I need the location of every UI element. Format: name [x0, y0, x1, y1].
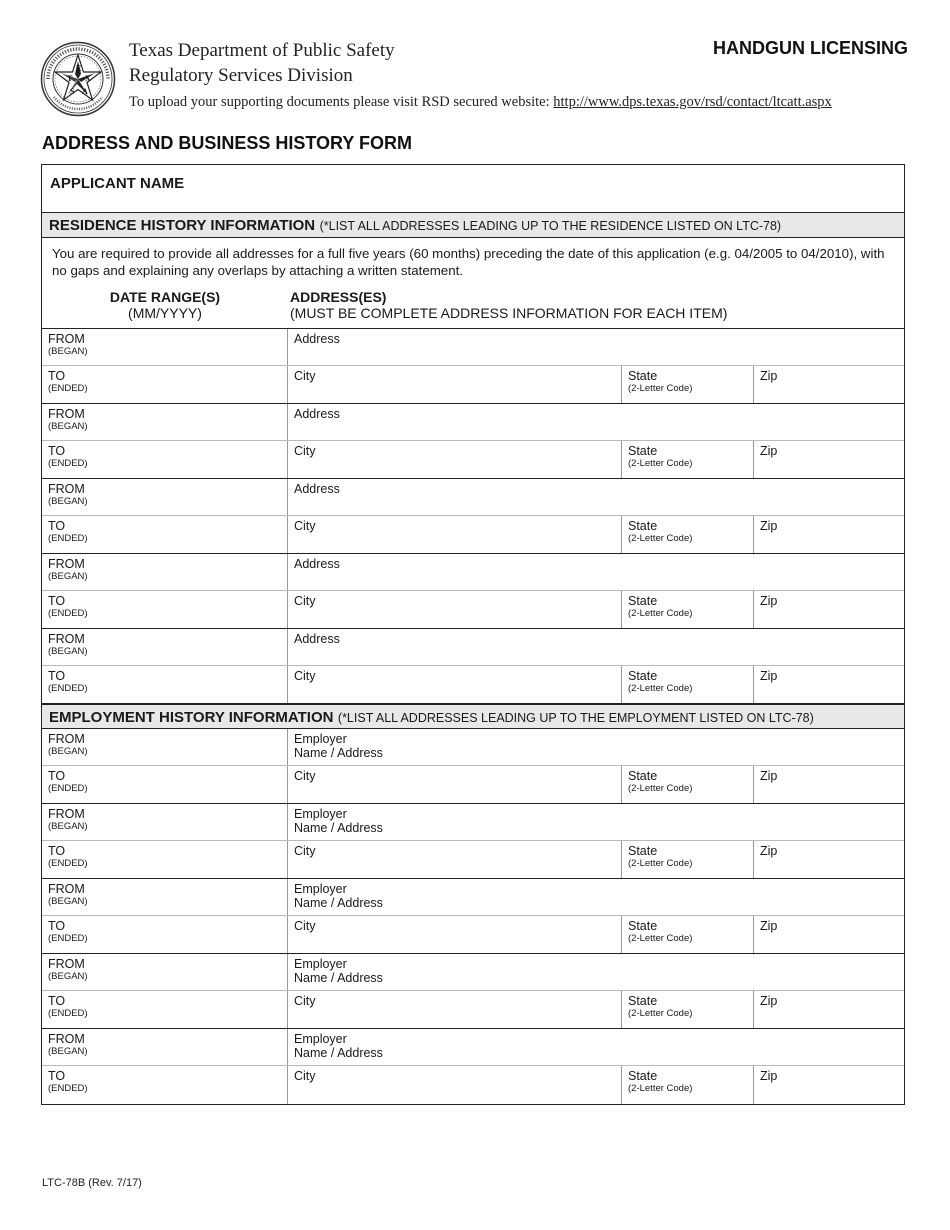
state-label: State [628, 444, 658, 458]
history-form [41, 164, 905, 1105]
applicant-name-field[interactable] [42, 165, 904, 213]
employment-entry-bottom-row [42, 916, 904, 954]
ended-label: (ENDED) [48, 1083, 88, 1094]
from-label: FROM [48, 807, 85, 821]
employment-entry-bottom-row [42, 991, 904, 1029]
from-date-field[interactable] [42, 729, 288, 765]
employment-entry-top-row [42, 879, 904, 916]
city-field[interactable] [288, 366, 622, 403]
from-date-field[interactable] [42, 954, 288, 990]
zip-label: Zip [760, 594, 778, 608]
employment-entry-top-row [42, 729, 904, 766]
svg-text:T: T [67, 74, 73, 83]
residence-entry-bottom-row [42, 666, 904, 704]
address-field[interactable] [288, 329, 904, 365]
state-field[interactable] [622, 516, 754, 553]
employer-label: Employer [294, 807, 347, 821]
state-field[interactable] [622, 841, 754, 878]
city-field[interactable] [288, 916, 622, 953]
zip-field[interactable] [754, 516, 904, 553]
address-field[interactable] [288, 404, 904, 440]
to-date-field[interactable] [42, 841, 288, 878]
state-field[interactable] [622, 366, 754, 403]
zip-field[interactable] [754, 916, 904, 953]
state-label: State [628, 994, 658, 1008]
city-label: City [294, 369, 316, 383]
svg-text:A: A [82, 87, 88, 96]
zip-label: Zip [760, 669, 778, 683]
city-field[interactable] [288, 516, 622, 553]
zip-label: Zip [760, 844, 778, 858]
city-field[interactable] [288, 666, 622, 703]
employer-field[interactable] [288, 804, 904, 840]
address-note: (MUST BE COMPLETE ADDRESS INFORMATION FOR EACH ITEM) [290, 305, 728, 321]
employer-field[interactable] [288, 879, 904, 915]
date-range-header [42, 280, 288, 328]
zip-field[interactable] [754, 441, 904, 478]
to-label: TO [48, 594, 66, 608]
zip-label: Zip [760, 519, 778, 533]
form-number: LTC-78B (Rev. 7/17) [42, 1177, 142, 1189]
city-field[interactable] [288, 441, 622, 478]
residence-entry-bottom-row [42, 366, 904, 404]
employment-entry-top-row [42, 954, 904, 991]
ended-label: (ENDED) [48, 383, 88, 394]
city-label: City [294, 919, 316, 933]
began-label: (BEGAN) [48, 746, 88, 757]
address-field[interactable] [288, 479, 904, 515]
address-title: ADDRESS(ES) [290, 289, 387, 305]
employment-entry [42, 954, 904, 1029]
from-label: FROM [48, 632, 85, 646]
address-header [288, 280, 727, 328]
city-label: City [294, 594, 316, 608]
ended-label: (ENDED) [48, 1008, 88, 1019]
state-code-hint: (2-Letter Code) [628, 533, 693, 544]
to-date-field[interactable] [42, 366, 288, 403]
residence-entry [42, 479, 904, 554]
from-label: FROM [48, 1032, 85, 1046]
city-label: City [294, 444, 316, 458]
address-field[interactable] [288, 629, 904, 665]
program-title: HANDGUN LICENSING [712, 38, 908, 58]
employer-name-address-label: Name / Address [294, 821, 383, 835]
to-date-field[interactable] [42, 441, 288, 478]
employment-entry-bottom-row [42, 841, 904, 879]
residence-heading: RESIDENCE HISTORY INFORMATION [49, 217, 316, 234]
employer-label: Employer [294, 957, 347, 971]
agency-line-1: Texas Department of Public Safety [129, 40, 395, 61]
state-code-hint: (2-Letter Code) [628, 783, 693, 794]
address-label: Address [294, 557, 340, 571]
applicant-name-label: APPLICANT NAME [50, 175, 185, 192]
upload-link[interactable]: http://www.dps.texas.gov/rsd/contact/ltcatt.aspx [553, 94, 832, 110]
to-date-field[interactable] [42, 591, 288, 628]
residence-note: (*LIST ALL ADDRESSES LEADING UP TO THE RESIDENCE LISTED ON LTC-78) [319, 219, 782, 233]
state-label: State [628, 844, 658, 858]
from-label: FROM [48, 332, 85, 346]
zip-label: Zip [760, 769, 778, 783]
residence-entry-top-row [42, 329, 904, 366]
address-field[interactable] [288, 554, 904, 590]
city-label: City [294, 994, 316, 1008]
residence-entry [42, 329, 904, 404]
state-code-hint: (2-Letter Code) [628, 683, 693, 694]
residence-entry-top-row [42, 404, 904, 441]
address-label: Address [294, 632, 340, 646]
city-field[interactable] [288, 766, 622, 803]
to-label: TO [48, 919, 66, 933]
state-code-hint: (2-Letter Code) [628, 458, 693, 469]
dps-seal-logo [40, 41, 116, 117]
to-label: TO [48, 1069, 66, 1083]
employer-name-address-label: Name / Address [294, 896, 383, 910]
began-label: (BEGAN) [48, 896, 88, 907]
residence-entry-top-row [42, 554, 904, 591]
city-field[interactable] [288, 841, 622, 878]
employment-entry [42, 804, 904, 879]
residence-entry [42, 554, 904, 629]
svg-text:E: E [76, 64, 82, 73]
form-title: ADDRESS AND BUSINESS HISTORY FORM [42, 133, 413, 153]
zip-label: Zip [760, 369, 778, 383]
from-date-field[interactable] [42, 629, 288, 665]
to-date-field[interactable] [42, 666, 288, 703]
employer-label: Employer [294, 1032, 347, 1046]
residence-entries [42, 329, 904, 704]
state-code-hint: (2-Letter Code) [628, 933, 693, 944]
residence-entry-bottom-row [42, 516, 904, 554]
svg-text:X: X [85, 74, 91, 83]
employment-entries [42, 729, 904, 1104]
city-label: City [294, 519, 316, 533]
from-label: FROM [48, 732, 85, 746]
zip-field[interactable] [754, 766, 904, 803]
address-label: Address [294, 482, 340, 496]
address-label: Address [294, 332, 340, 346]
svg-text:S: S [70, 87, 75, 96]
to-label: TO [48, 844, 66, 858]
ended-label: (ENDED) [48, 683, 88, 694]
to-date-field[interactable] [42, 516, 288, 553]
state-field[interactable] [622, 916, 754, 953]
began-label: (BEGAN) [48, 971, 88, 982]
employment-entry [42, 1029, 904, 1104]
to-date-field[interactable] [42, 766, 288, 803]
to-label: TO [48, 669, 66, 683]
state-field[interactable] [622, 991, 754, 1028]
employment-entry [42, 879, 904, 954]
ended-label: (ENDED) [48, 533, 88, 544]
state-label: State [628, 919, 658, 933]
from-date-field[interactable] [42, 1029, 288, 1065]
zip-field[interactable] [754, 366, 904, 403]
agency-name [129, 38, 395, 88]
state-code-hint: (2-Letter Code) [628, 1008, 693, 1019]
from-date-field[interactable] [42, 479, 288, 515]
employer-name-address-label: Name / Address [294, 1046, 383, 1060]
employment-heading: EMPLOYMENT HISTORY INFORMATION [49, 709, 334, 726]
city-label: City [294, 1069, 316, 1083]
ended-label: (ENDED) [48, 783, 88, 794]
employer-field[interactable] [288, 1029, 904, 1065]
employment-entry-bottom-row [42, 1066, 904, 1104]
began-label: (BEGAN) [48, 646, 88, 657]
state-field[interactable] [622, 766, 754, 803]
from-date-field[interactable] [42, 329, 288, 365]
began-label: (BEGAN) [48, 346, 88, 357]
state-label: State [628, 519, 658, 533]
from-label: FROM [48, 407, 85, 421]
zip-field[interactable] [754, 591, 904, 628]
address-label: Address [294, 407, 340, 421]
zip-field[interactable] [754, 666, 904, 703]
employment-entry-top-row [42, 1029, 904, 1066]
state-code-hint: (2-Letter Code) [628, 608, 693, 619]
city-field[interactable] [288, 591, 622, 628]
employer-field[interactable] [288, 729, 904, 765]
zip-label: Zip [760, 919, 778, 933]
employer-field[interactable] [288, 954, 904, 990]
from-label: FROM [48, 882, 85, 896]
city-label: City [294, 769, 316, 783]
state-field[interactable] [622, 441, 754, 478]
zip-label: Zip [760, 994, 778, 1008]
state-code-hint: (2-Letter Code) [628, 858, 693, 869]
began-label: (BEGAN) [48, 496, 88, 507]
state-label: State [628, 369, 658, 383]
residence-entry-top-row [42, 479, 904, 516]
to-date-field[interactable] [42, 916, 288, 953]
zip-label: Zip [760, 1069, 778, 1083]
from-date-field[interactable] [42, 554, 288, 590]
residence-section-header [42, 213, 904, 238]
residence-entry [42, 404, 904, 479]
city-label: City [294, 844, 316, 858]
to-label: TO [48, 369, 66, 383]
city-field[interactable] [288, 1066, 622, 1104]
residence-instructions: You are required to provide all addresses for a full five years (60 months) preceding the date of this application (e.g. 04/2005 to 04/2010), with no gaps and explaining any overlaps by attaching a written statement. [52, 246, 885, 278]
upload-text: To upload your supporting documents please visit RSD secured website: [129, 94, 550, 110]
city-label: City [294, 669, 316, 683]
to-date-field[interactable] [42, 1066, 288, 1104]
state-code-hint: (2-Letter Code) [628, 383, 693, 394]
state-field[interactable] [622, 591, 754, 628]
zip-field[interactable] [754, 991, 904, 1028]
from-date-field[interactable] [42, 404, 288, 440]
employer-name-address-label: Name / Address [294, 971, 383, 985]
date-range-format: (MM/YYYY) [128, 305, 202, 321]
city-field[interactable] [288, 991, 622, 1028]
employment-section-header [42, 704, 904, 729]
from-date-field[interactable] [42, 879, 288, 915]
employer-name-address-label: Name / Address [294, 746, 383, 760]
column-headers [42, 280, 904, 329]
began-label: (BEGAN) [48, 1046, 88, 1057]
residence-entry-bottom-row [42, 441, 904, 479]
employment-entry-top-row [42, 804, 904, 841]
to-date-field[interactable] [42, 991, 288, 1028]
state-code-hint: (2-Letter Code) [628, 1083, 693, 1094]
to-label: TO [48, 444, 66, 458]
zip-label: Zip [760, 444, 778, 458]
from-label: FROM [48, 482, 85, 496]
upload-instructions [129, 94, 832, 111]
ended-label: (ENDED) [48, 858, 88, 869]
state-field[interactable] [622, 666, 754, 703]
employment-note: (*LIST ALL ADDRESSES LEADING UP TO THE EMPLOYMENT LISTED ON LTC-78) [337, 711, 814, 725]
ended-label: (ENDED) [48, 458, 88, 469]
to-label: TO [48, 994, 66, 1008]
state-field[interactable] [622, 1066, 754, 1104]
date-range-title: DATE RANGE(S) [109, 289, 221, 305]
ended-label: (ENDED) [48, 608, 88, 619]
began-label: (BEGAN) [48, 571, 88, 582]
from-label: FROM [48, 957, 85, 971]
zip-field[interactable] [754, 841, 904, 878]
agency-line-2: Regulatory Services Division [129, 65, 353, 86]
began-label: (BEGAN) [48, 821, 88, 832]
state-label: State [628, 594, 658, 608]
residence-entry [42, 629, 904, 704]
from-label: FROM [48, 557, 85, 571]
residence-entry-top-row [42, 629, 904, 666]
employment-entry-bottom-row [42, 766, 904, 804]
from-date-field[interactable] [42, 804, 288, 840]
began-label: (BEGAN) [48, 421, 88, 432]
state-label: State [628, 669, 658, 683]
zip-field[interactable] [754, 1066, 904, 1104]
residence-entry-bottom-row [42, 591, 904, 629]
ended-label: (ENDED) [48, 933, 88, 944]
state-label: State [628, 1069, 658, 1083]
employer-label: Employer [294, 882, 347, 896]
employment-entry [42, 729, 904, 804]
to-label: TO [48, 519, 66, 533]
to-label: TO [48, 769, 66, 783]
state-label: State [628, 769, 658, 783]
employer-label: Employer [294, 732, 347, 746]
